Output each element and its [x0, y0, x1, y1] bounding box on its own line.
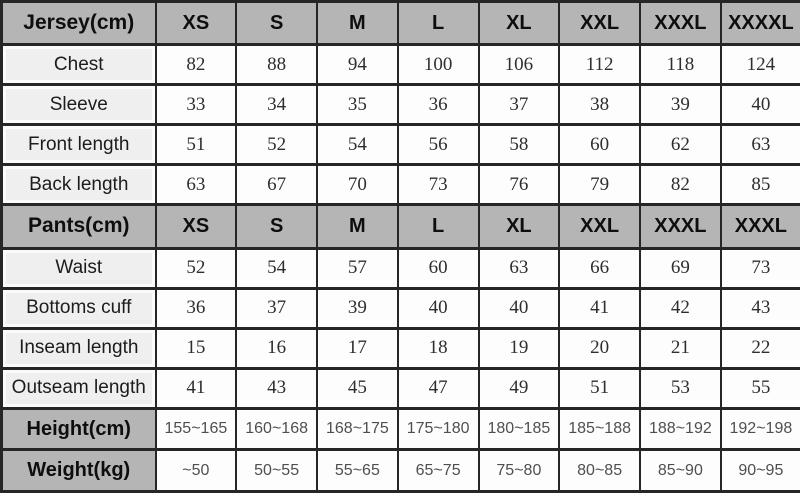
value-cell: 76: [479, 165, 560, 205]
row-label-cell: Sleeve: [2, 85, 156, 125]
value-cell: 168~175: [317, 408, 398, 450]
value-cell: 43: [721, 288, 800, 328]
value-cell: 94: [317, 45, 398, 85]
table-row: [2, 450, 800, 492]
value-cell: 124: [721, 45, 800, 85]
value-cell: 50~55: [236, 450, 317, 492]
value-cell: 65~75: [398, 450, 479, 492]
table-row: [2, 125, 800, 165]
size-header-cell: XXXL: [721, 205, 800, 248]
size-header-row: [2, 205, 800, 248]
value-cell: 106: [479, 45, 560, 85]
table-row: [2, 248, 800, 288]
size-header-cell: L: [398, 2, 479, 45]
value-cell: 155~165: [156, 408, 237, 450]
size-header-cell: XXL: [559, 205, 640, 248]
value-cell: 57: [317, 248, 398, 288]
value-cell: 45: [317, 368, 398, 408]
value-cell: 54: [317, 125, 398, 165]
row-label-cell: Jersey(cm): [2, 2, 156, 45]
row-label-cell: Weight(kg): [2, 450, 156, 492]
value-cell: 40: [721, 85, 800, 125]
value-cell: 88: [236, 45, 317, 85]
value-cell: 55: [721, 368, 800, 408]
value-cell: 62: [640, 125, 721, 165]
value-cell: 82: [640, 165, 721, 205]
value-cell: 67: [236, 165, 317, 205]
value-cell: 58: [479, 125, 560, 165]
value-cell: 112: [559, 45, 640, 85]
size-header-cell: S: [236, 205, 317, 248]
value-cell: 16: [236, 328, 317, 368]
value-cell: 22: [721, 328, 800, 368]
table-row: [2, 85, 800, 125]
value-cell: 100: [398, 45, 479, 85]
size-header-cell: M: [317, 2, 398, 45]
value-cell: 21: [640, 328, 721, 368]
size-header-cell: M: [317, 205, 398, 248]
value-cell: 54: [236, 248, 317, 288]
value-cell: 160~168: [236, 408, 317, 450]
value-cell: 185~188: [559, 408, 640, 450]
value-cell: 15: [156, 328, 237, 368]
value-cell: 18: [398, 328, 479, 368]
value-cell: 34: [236, 85, 317, 125]
row-label-cell: Front length: [2, 125, 156, 165]
value-cell: 80~85: [559, 450, 640, 492]
row-label-cell: Bottoms cuff: [2, 288, 156, 328]
value-cell: 70: [317, 165, 398, 205]
value-cell: 41: [559, 288, 640, 328]
size-header-cell: L: [398, 205, 479, 248]
table-row: [2, 408, 800, 450]
value-cell: 73: [398, 165, 479, 205]
value-cell: ~50: [156, 450, 237, 492]
size-header-cell: XS: [156, 205, 237, 248]
size-header-cell: XS: [156, 2, 237, 45]
value-cell: 55~65: [317, 450, 398, 492]
value-cell: 53: [640, 368, 721, 408]
value-cell: 192~198: [721, 408, 800, 450]
value-cell: 90~95: [721, 450, 800, 492]
table-row: [2, 165, 800, 205]
value-cell: 63: [479, 248, 560, 288]
value-cell: 56: [398, 125, 479, 165]
value-cell: 40: [398, 288, 479, 328]
size-header-cell: XL: [479, 205, 560, 248]
value-cell: 51: [156, 125, 237, 165]
value-cell: 40: [479, 288, 560, 328]
size-header-cell: XXXL: [640, 2, 721, 45]
value-cell: 52: [156, 248, 237, 288]
value-cell: 51: [559, 368, 640, 408]
value-cell: 17: [317, 328, 398, 368]
row-label-cell: Outseam length: [2, 368, 156, 408]
size-header-cell: XXXL: [640, 205, 721, 248]
value-cell: 180~185: [479, 408, 560, 450]
table-row: [2, 288, 800, 328]
value-cell: 38: [559, 85, 640, 125]
value-cell: 63: [156, 165, 237, 205]
value-cell: 60: [559, 125, 640, 165]
value-cell: 52: [236, 125, 317, 165]
size-header-cell: XXXXL: [721, 2, 800, 45]
value-cell: 39: [640, 85, 721, 125]
size-header-cell: XL: [479, 2, 560, 45]
value-cell: 175~180: [398, 408, 479, 450]
value-cell: 20: [559, 328, 640, 368]
row-label-cell: Waist: [2, 248, 156, 288]
value-cell: 63: [721, 125, 800, 165]
table-row: [2, 328, 800, 368]
table-row: [2, 45, 800, 85]
table-row: [2, 368, 800, 408]
value-cell: 43: [236, 368, 317, 408]
value-cell: 39: [317, 288, 398, 328]
value-cell: 37: [479, 85, 560, 125]
size-header-cell: XXL: [559, 2, 640, 45]
value-cell: 35: [317, 85, 398, 125]
value-cell: 85~90: [640, 450, 721, 492]
value-cell: 60: [398, 248, 479, 288]
value-cell: 82: [156, 45, 237, 85]
value-cell: 188~192: [640, 408, 721, 450]
row-label-cell: Height(cm): [2, 408, 156, 450]
value-cell: 47: [398, 368, 479, 408]
value-cell: 36: [156, 288, 237, 328]
value-cell: 85: [721, 165, 800, 205]
value-cell: 118: [640, 45, 721, 85]
size-header-row: [2, 2, 800, 45]
value-cell: 42: [640, 288, 721, 328]
row-label-cell: Pants(cm): [2, 205, 156, 248]
value-cell: 19: [479, 328, 560, 368]
value-cell: 79: [559, 165, 640, 205]
value-cell: 66: [559, 248, 640, 288]
value-cell: 75~80: [479, 450, 560, 492]
value-cell: 37: [236, 288, 317, 328]
value-cell: 36: [398, 85, 479, 125]
value-cell: 73: [721, 248, 800, 288]
value-cell: 33: [156, 85, 237, 125]
size-header-cell: S: [236, 2, 317, 45]
value-cell: 49: [479, 368, 560, 408]
row-label-cell: Back length: [2, 165, 156, 205]
value-cell: 69: [640, 248, 721, 288]
value-cell: 41: [156, 368, 237, 408]
row-label-cell: Inseam length: [2, 328, 156, 368]
row-label-cell: Chest: [2, 45, 156, 85]
